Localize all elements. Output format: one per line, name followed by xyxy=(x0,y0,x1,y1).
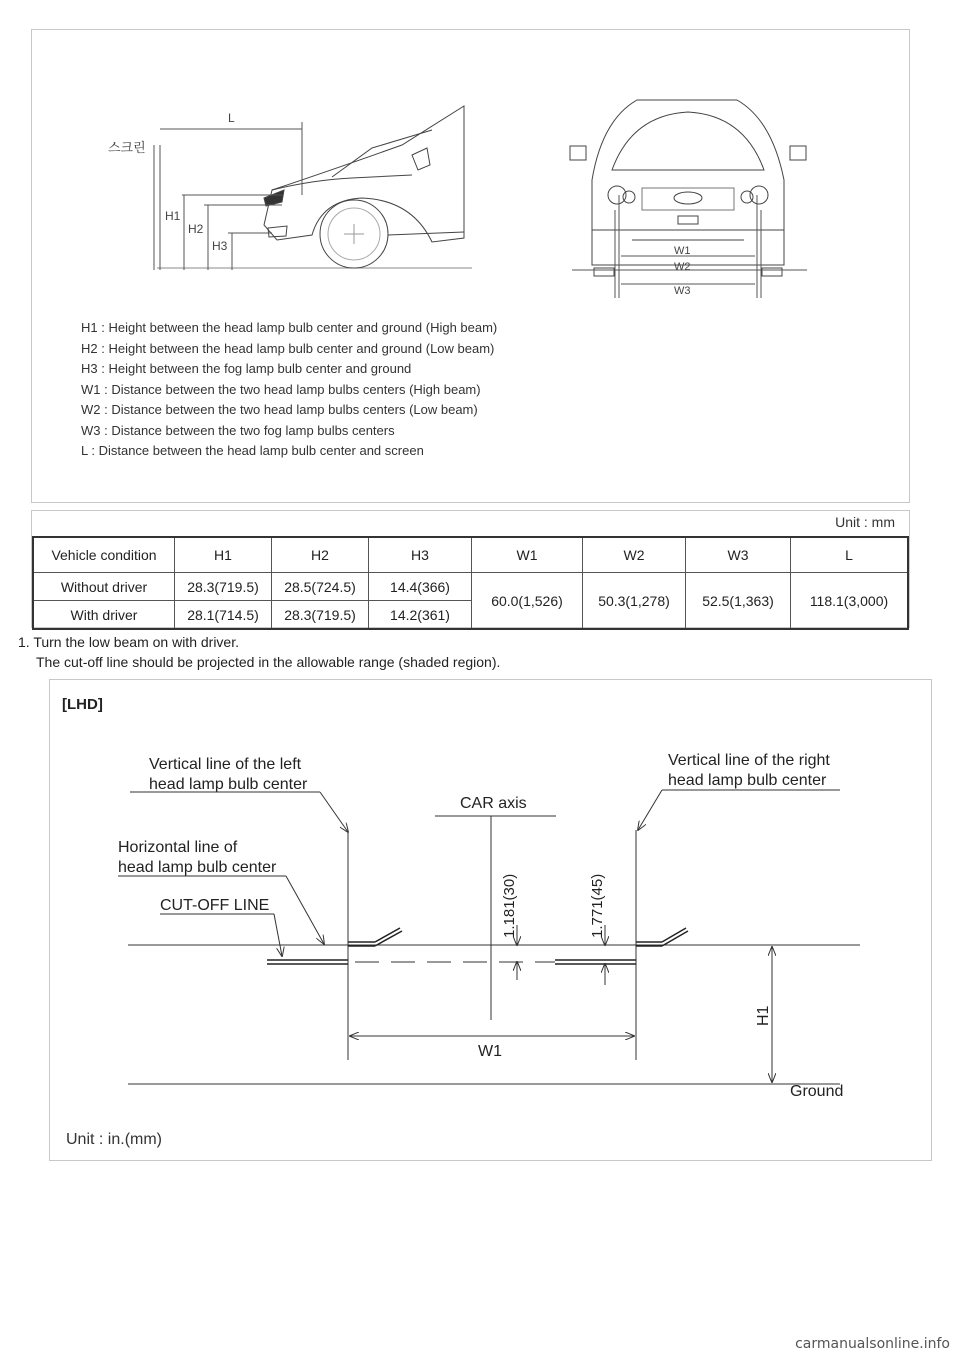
right-vertical-label: Vertical line of the right xyxy=(668,752,830,769)
dim-label-W1: W1 xyxy=(674,245,691,257)
horizontal-line-label: head lamp bulb center xyxy=(118,859,277,876)
instruction-step: 1. Turn the low beam on with driver. xyxy=(18,634,239,650)
dimension-markers xyxy=(350,925,772,1082)
right-vertical-label: head lamp bulb center xyxy=(668,772,827,789)
cutoff-label: CUT-OFF LINE xyxy=(160,897,270,914)
headlamp-dimension-figure xyxy=(31,29,910,503)
side-view-car xyxy=(157,106,472,268)
dim-label-H3: H3 xyxy=(212,239,228,253)
col-header: H1 xyxy=(175,537,272,573)
dim-left-label: 1.181(30) xyxy=(501,873,518,938)
cell-h1: 28.1(714.5) xyxy=(175,601,272,630)
left-vertical-label: head lamp bulb center xyxy=(149,776,308,793)
col-header: L xyxy=(791,537,909,573)
legend-item: H2 : Height between the head lamp bulb center and ground (Low beam) xyxy=(81,340,495,356)
unit-label: Unit : in.(mm) xyxy=(66,1131,162,1148)
legend-item: W3 : Distance between the two fog lamp bulbs centers xyxy=(81,422,395,438)
left-vertical-label: Vertical line of the left xyxy=(149,756,302,773)
legend-item: W1 : Distance between the two head lamp bulbs centers (High beam) xyxy=(81,381,481,397)
cutoff-lines xyxy=(267,928,688,964)
cell-condition: With driver xyxy=(33,601,175,630)
specification-table-panel xyxy=(31,510,910,628)
cell-condition: Without driver xyxy=(33,573,175,601)
dimension-legend xyxy=(81,318,497,462)
dim-right-label: 1.771(45) xyxy=(589,873,606,938)
dim-label-W2: W2 xyxy=(674,261,691,273)
ground-label: Ground xyxy=(790,1083,844,1100)
specification-table xyxy=(32,536,909,630)
legend-item: H3 : Height between the fog lamp bulb center and ground xyxy=(81,361,412,376)
cell-h2: 28.5(724.5) xyxy=(272,573,369,601)
col-header: Vehicle condition xyxy=(33,537,175,573)
cell-h1: 28.3(719.5) xyxy=(175,573,272,601)
lhd-tag: [LHD] xyxy=(62,696,103,713)
dim-label-H1: H1 xyxy=(165,209,181,223)
col-header: W3 xyxy=(686,537,791,573)
col-header: H2 xyxy=(272,537,369,573)
cell-h3: 14.2(361) xyxy=(369,601,472,630)
cell-w2: 50.3(1,278) xyxy=(583,573,686,630)
cell-h3: 14.4(366) xyxy=(369,573,472,601)
cell-w1: 60.0(1,526) xyxy=(472,573,583,630)
table-unit: Unit : mm xyxy=(835,514,895,530)
w1-label: W1 xyxy=(478,1043,502,1060)
table-row xyxy=(33,573,908,601)
table-header-row xyxy=(33,537,908,573)
cell-l: 118.1(3,000) xyxy=(791,573,909,630)
legend-item: W2 : Distance between the two head lamp bulbs centers (Low beam) xyxy=(81,402,478,417)
legend-item: L : Distance between the head lamp bulb center and screen xyxy=(81,443,424,458)
cutoff-line-figure xyxy=(49,679,932,1161)
col-header: W2 xyxy=(583,537,686,573)
screen-label: 스크린 xyxy=(108,140,146,155)
legend-item: H1 : Height between the head lamp bulb center and ground (High beam) xyxy=(81,320,498,335)
col-header: H3 xyxy=(369,537,472,573)
dim-label-L: L xyxy=(228,111,235,125)
instruction-detail: The cut-off line should be projected in the allowable range (shaded region). xyxy=(36,654,501,670)
cutoff-line-diagram xyxy=(50,680,931,1160)
h1-label: H1 xyxy=(755,1005,772,1026)
instruction-text xyxy=(18,632,500,672)
horizontal-line-label: Horizontal line of xyxy=(118,839,238,856)
dim-label-H2: H2 xyxy=(188,222,204,236)
cell-w3: 52.5(1,363) xyxy=(686,573,791,630)
cell-h2: 28.3(719.5) xyxy=(272,601,369,630)
car-axis-label: CAR axis xyxy=(460,795,527,812)
dim-label-W3: W3 xyxy=(674,285,691,297)
col-header: W1 xyxy=(472,537,583,573)
watermark: carmanualsonline.info xyxy=(795,1336,950,1352)
